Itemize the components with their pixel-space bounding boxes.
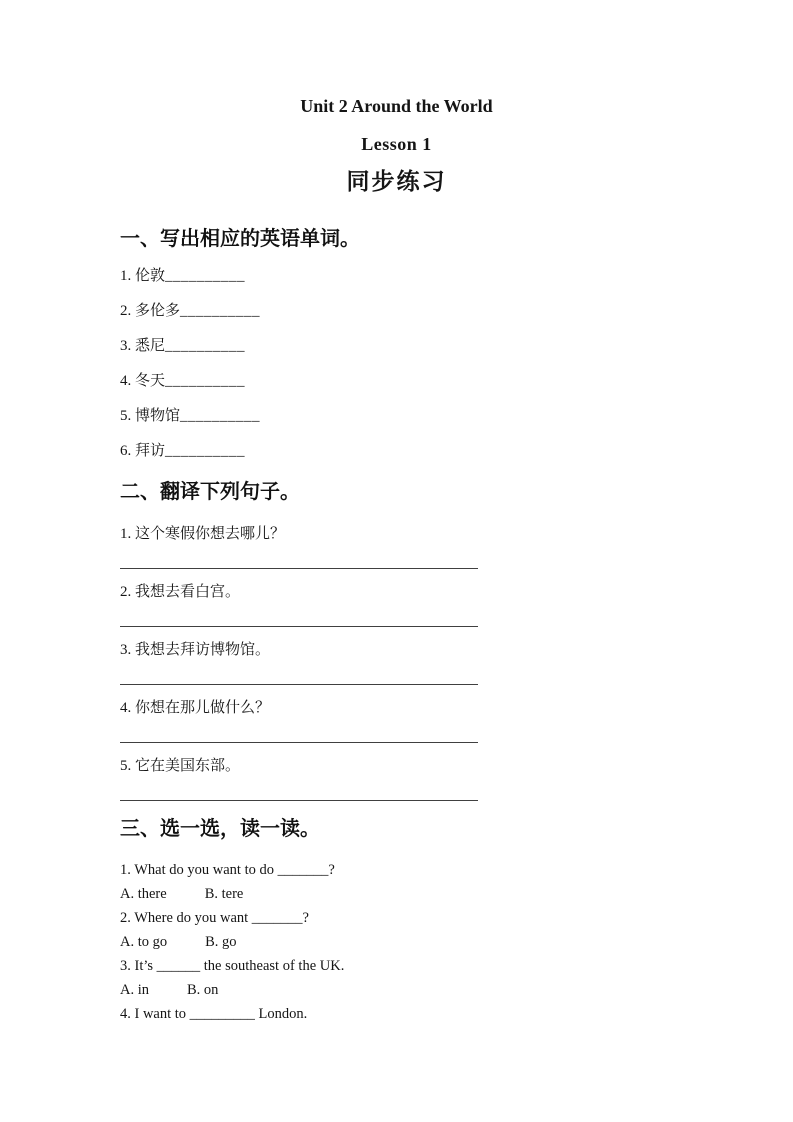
- vocab-item: [120, 443, 693, 460]
- answer-line: [120, 800, 478, 801]
- translation-item: 2. 我想去看白宫。: [120, 584, 241, 600]
- vocabulary-heading: 一、写出相应的英语单词。: [120, 226, 360, 250]
- vocab-item: [120, 268, 693, 285]
- vocab-item-label: 5. 博物馆: [120, 408, 181, 424]
- worksheet-body: [0, 226, 793, 1026]
- choice-option-b: B. on: [187, 982, 219, 998]
- vocab-item-blank: __________: [165, 338, 246, 354]
- answer-line: [120, 684, 478, 685]
- vocab-item-blank: __________: [180, 303, 261, 319]
- vocab-item: [120, 373, 693, 390]
- answer-line: [120, 742, 478, 743]
- vocab-item-label: 4. 冬天: [120, 373, 166, 389]
- vocab-item-label: 3. 悉尼: [120, 338, 166, 354]
- vocab-item: [120, 408, 693, 425]
- unit-title: Unit 2 Around the World: [300, 96, 493, 116]
- worksheet-subtitle: 同步练习: [346, 169, 447, 195]
- choice-heading: 三、选一选，读一读。: [120, 816, 320, 840]
- choice-questions: [120, 858, 693, 1026]
- choice-option-a: A. to go: [120, 934, 168, 950]
- lesson-title: Lesson 1: [361, 134, 432, 154]
- vocab-item-label: 1. 伦敦: [120, 268, 166, 284]
- vocab-item-label: 2. 多伦多: [120, 303, 181, 319]
- vocab-item-blank: __________: [165, 443, 246, 459]
- choice-options: [120, 978, 693, 1002]
- answer-line: [120, 626, 478, 627]
- choice-option-b: B. go: [205, 934, 237, 950]
- choice-options: [120, 930, 693, 954]
- vocab-item: [120, 303, 693, 320]
- vocab-item-blank: __________: [180, 408, 261, 424]
- choice-question: 4. I want to _________ London.: [120, 1006, 308, 1022]
- section-choice: [120, 816, 693, 1026]
- vocab-item-blank: __________: [165, 373, 246, 389]
- choice-option-a: A. there: [120, 886, 167, 902]
- choice-option-b: B. tere: [204, 886, 244, 902]
- document-header: [0, 96, 793, 196]
- section-vocabulary: [120, 226, 693, 460]
- choice-options: [120, 882, 693, 906]
- vocab-item-label: 6. 拜访: [120, 443, 166, 459]
- answer-line: [120, 568, 478, 569]
- choice-question: 2. Where do you want _______?: [120, 910, 309, 926]
- translation-item: 1. 这个寒假你想去哪儿？: [120, 526, 286, 542]
- choice-question: 1. What do you want to do _______?: [120, 862, 335, 878]
- vocab-item: [120, 338, 693, 355]
- translation-heading: 二、翻译下列句子。: [120, 479, 300, 503]
- translation-item: 5. 它在美国东部。: [120, 758, 241, 774]
- choice-option-a: A. in: [120, 982, 149, 998]
- translation-item: 4. 你想在那儿做什么？: [120, 700, 271, 716]
- choice-question: 3. It’s ______ the southeast of the UK.: [120, 958, 345, 974]
- section-translation: [120, 479, 693, 801]
- vocab-item-blank: __________: [165, 268, 246, 284]
- translation-item: 3. 我想去拜访博物馆。: [120, 642, 271, 658]
